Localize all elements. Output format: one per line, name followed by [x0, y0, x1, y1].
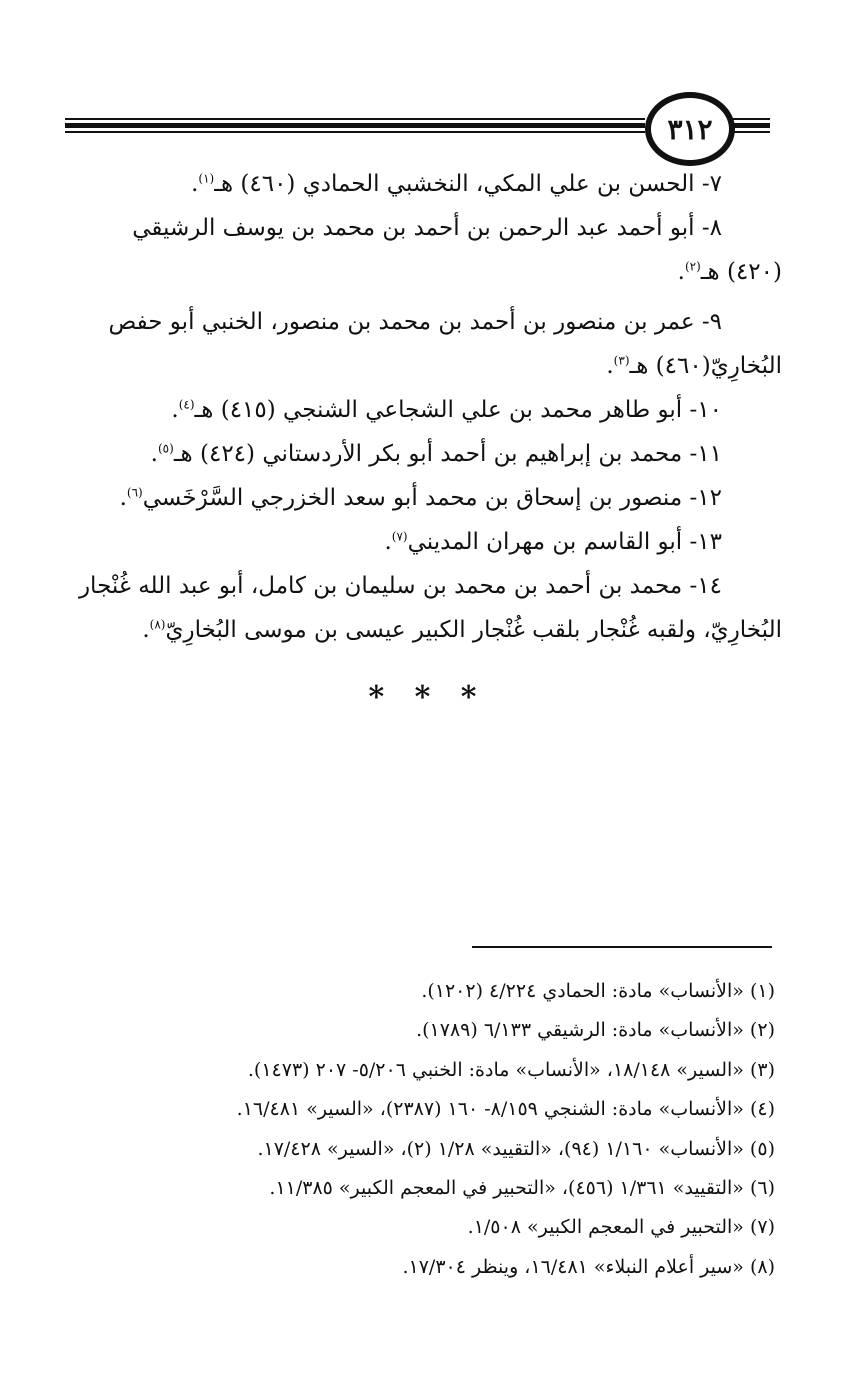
footnote-rule [472, 946, 772, 948]
entry-13: ١٣- أبو القاسم بن مهران المديني$^{(٧)}$. [384, 529, 722, 555]
footnote-5: (٥) «الأنساب» ١/١٦٠ (٩٤)، «التقييد» ١/٢٨ (٢)، «السير» ١٧/٤٢٨. [257, 1137, 775, 1160]
header-rule [732, 118, 770, 120]
footnote-1: (١) «الأنساب» مادة: الحمادي ٤/٢٢٤ (١٢٠٢). [421, 980, 775, 1002]
footnote-2: (٢) «الأنساب» مادة: الرشيقي ٦/١٣٣ (١٧٨٩). [416, 1019, 775, 1042]
entry-12: ١٢- منصور بن إسحاق بن محمد أبو سعد الخزرجي السَّرْخَسي$^{(٦)}$. [119, 485, 722, 511]
header-rule [65, 123, 645, 128]
header-rule [65, 118, 645, 120]
entry-9-continued: البُخارِيّ(٤٦٠) هـ$^{(٣)}$. [606, 353, 782, 379]
entry-9: ٩- عمر بن منصور بن أحمد بن محمد بن منصور، الخنبي أبو حفص [108, 309, 722, 335]
footnote-7: (٧) «التحبير في المعجم الكبير» ١/٥٠٨. [467, 1216, 775, 1239]
footnote-4: (٤) «الأنساب» مادة: الشنجي ٨/١٥٩- ١٦٠ (٢٣٨٧)، «السير» ١٦/٤٨١. [236, 1098, 775, 1121]
entry-8-continued: (٤٢٠) هـ$^{(٢)}$. [677, 259, 782, 285]
footnote-3: (٣) «السير» ١٨/١٤٨، «الأنساب» مادة: الخنبي ٥/٢٠٦- ٢٠٧ (١٤٧٣). [247, 1058, 775, 1081]
footnote-8: (٨) «سير أعلام النبلاء» ١٦/٤٨١، وينظر ١٧/٣٠٤. [402, 1255, 775, 1278]
section-separator: * * * [368, 680, 487, 715]
entry-14-continued: البُخارِيّ، ولقبه غُنْجار بلقب غُنْجار الكبير عيسى بن موسى البُخارِيّ$^{(٨)}$. [142, 617, 782, 643]
footnote-6: (٦) «التقييد» ١/٣٦١ (٤٥٦)، «التحبير في المعجم الكبير» ١١/٣٨٥. [269, 1177, 775, 1200]
main-text [62, 162, 782, 652]
entry-10: ١٠- أبو طاهر محمد بن علي الشجاعي الشنجي (٤١٥) هـ$^{(٤)}$. [171, 397, 722, 423]
entry-7: ٧- الحسن بن علي المكي، النخشبي الحمادي (٤٦٠) هـ$^{(١)}$. [191, 171, 722, 197]
header-rule [732, 131, 770, 133]
footnotes [85, 972, 775, 1287]
header-rule [732, 123, 770, 128]
entry-11: ١١- محمد بن إبراهيم بن أحمد أبو بكر الأردستاني (٤٢٤) هـ$^{(٥)}$. [150, 441, 722, 467]
entry-14: ١٤- محمد بن أحمد بن محمد بن سليمان بن كامل، أبو عبد الله غُنْجار [78, 573, 722, 599]
entry-8: ٨- أبو أحمد عبد الرحمن بن أحمد بن محمد بن يوسف الرشيقي [132, 215, 722, 241]
header-rule [65, 131, 645, 133]
page-number: ٣١٢ [645, 92, 735, 166]
